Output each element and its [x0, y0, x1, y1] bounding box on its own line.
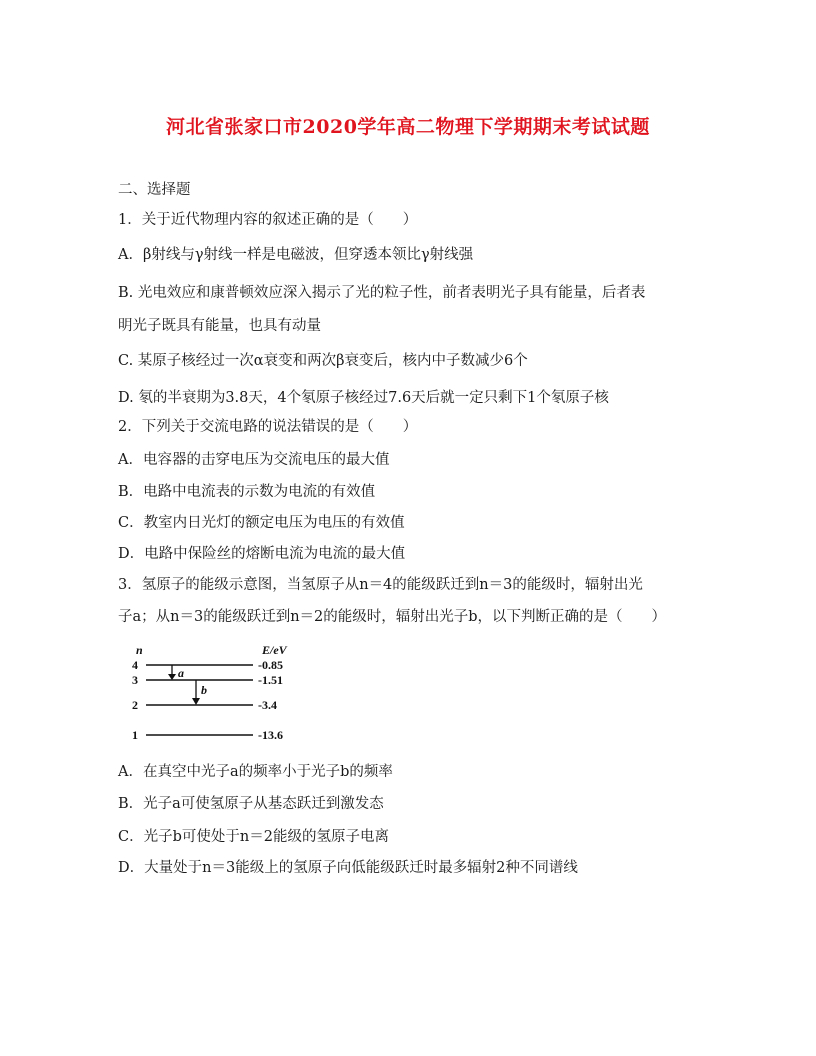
q1-option-b-line1: B. 光电效应和康普顿效应深入揭示了光的粒子性，前者表明光子具有能量，后者表 — [118, 285, 646, 301]
level-n-1: 1 — [132, 728, 138, 742]
q3-option-a: A．在真空中光子a的频率小于光子b的频率 — [118, 764, 393, 780]
photon-b-label: b — [201, 683, 207, 697]
level-n-3: 3 — [132, 673, 138, 687]
photon-a-arrowhead — [168, 674, 176, 680]
energy-level-diagram — [128, 640, 308, 750]
level-n-4: 4 — [132, 658, 138, 672]
q1-option-a: A．β射线与γ射线一样是电磁波，但穿透本领比γ射线强 — [118, 247, 474, 263]
q1-option-d: D. 氡的半衰期为3.8天，4个氡原子核经过7.6天后就一定只剩下1个氡原子核 — [118, 390, 609, 406]
q1-stem: 1．关于近代物理内容的叙述正确的是（ ） — [118, 212, 418, 228]
q3-option-c: C．光子b可使处于n＝2能级的氢原子电离 — [118, 829, 389, 845]
level-n-2: 2 — [132, 698, 138, 712]
level-e-1: -13.6 — [258, 728, 283, 742]
level-e-4: -0.85 — [258, 658, 283, 672]
n-axis-label: n — [136, 643, 143, 657]
q3-stem-line1: 3．氢原子的能级示意图，当氢原子从n＝4的能级跃迁到n＝3的能级时，辐射出光 — [118, 577, 643, 593]
q2-option-d: D．电路中保险丝的熔断电流为电流的最大值 — [118, 546, 406, 562]
energy-axis-label: E/eV — [262, 643, 287, 657]
level-e-2: -3.4 — [258, 698, 277, 712]
photon-b-arrowhead — [192, 698, 200, 705]
q1-option-c: C. 某原子核经过一次α衰变和两次β衰变后，核内中子数减少6个 — [118, 353, 528, 369]
q2-option-c: C．教室内日光灯的额定电压为电压的有效值 — [118, 515, 405, 531]
q3-option-d: D．大量处于n＝3能级上的氢原子向低能级跃迁时最多辐射2种不同谱线 — [118, 860, 578, 876]
section-heading: 二、选择题 — [118, 182, 191, 198]
q2-option-b: B．电路中电流表的示数为电流的有效值 — [118, 484, 376, 500]
q2-option-a: A．电容器的击穿电压为交流电压的最大值 — [118, 452, 390, 468]
level-e-3: -1.51 — [258, 673, 283, 687]
q1-option-b-line2: 明光子既具有能量，也具有动量 — [118, 318, 321, 334]
q2-stem: 2．下列关于交流电路的说法错误的是（ ） — [118, 419, 418, 435]
photon-a-label: a — [178, 666, 184, 680]
page-title: 河北省张家口市2020学年高二物理下学期期末考试试题 — [166, 116, 650, 138]
q3-option-b: B．光子a可使氢原子从基态跃迁到激发态 — [118, 796, 384, 812]
q3-stem-line2: 子a；从n＝3的能级跃迁到n＝2的能级时，辐射出光子b，以下判断正确的是（ ） — [118, 609, 667, 625]
